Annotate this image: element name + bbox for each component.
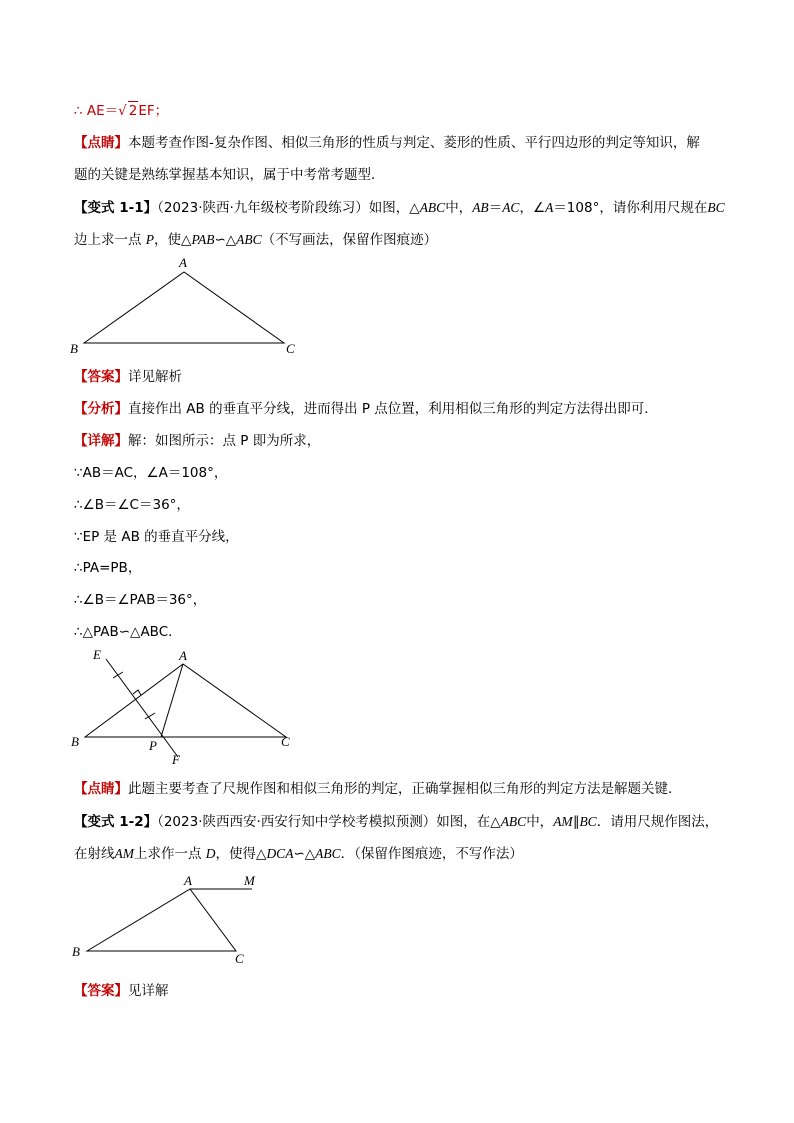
dianjing-2: 【点睛】此题主要考查了尺规作图和相似三角形的判定，正确掌握相似三角形的判定方法是解题关键． [74,781,682,797]
right-angle-mark [133,690,141,695]
step-4: ∴PA=PB， [74,560,142,576]
sqrt-symbol: √ [118,103,127,119]
variant-1-2-line1: 【变式 1-2】（2023·陕西西安·西安行知中学校考模拟预测）如图，在△ABC中，AM∥BC．请用尺规作图法， [74,814,719,830]
step-2: ∴∠B＝∠C＝36°， [74,497,190,513]
dianjing-1: 【点睛】本题考查作图-复杂作图、相似三角形的性质与判定、菱形的性质、平行四边形的判定等知识，解 [74,135,700,151]
label-m: M [244,873,255,888]
triangle-abc-2 [85,664,286,737]
triangle-abc-shape [84,272,284,343]
variant-1-2-line2: 在射线AM上求作一点 D，使得△DCA∽△ABC．（保留作图痕迹，不写作法） [74,846,523,862]
step-3: ∵EP 是 AB 的垂直平分线， [74,529,239,545]
label-a3: A [184,873,192,888]
step-1: ∵AB＝AC，∠A＝108°， [74,465,228,481]
label-a: A [179,255,187,270]
bisector-ef [106,659,178,757]
label-b: B [70,341,78,356]
label-c2: C [281,734,290,749]
dianjing-1-cont: 题的关键是熟练掌握基本知识，属于中考常考题型． [74,167,385,183]
label-c3: C [235,951,244,966]
label-a2: A [179,648,187,663]
step-5: ∴∠B＝∠PAB＝36°， [74,592,207,608]
triangle-abc-3 [87,889,236,951]
label-c: C [286,341,295,356]
label-b2: B [71,734,79,749]
conclusion-line: ∴ AE＝√ 2EF； [74,103,169,119]
step-6: ∴△PAB∽△ABC． [74,624,182,640]
label-e: E [93,647,101,662]
analysis: 【分析】直接作出 AB 的垂直平分线，进而得出 P 点位置，利用相似三角形的判定方法得出即可. [74,401,649,417]
figure-triangle-abc [60,252,320,362]
detail: 【详解】解：如图所示：点 P 即为所求， [74,433,321,449]
answer-1: 【答案】详见解析 [74,369,182,385]
figure-construction [60,643,320,773]
label-b3: B [72,944,80,959]
figure-triangle-am [60,868,280,968]
variant-1-1-line2: 边上求一点 P，使△PAB∽△ABC（不写画法，保留作图痕迹） [74,232,438,248]
label-f: F [172,752,180,767]
answer-2: 【答案】见详解 [74,983,169,999]
variant-1-1-line1: 【变式 1-1】（2023·陕西·九年级校考阶段练习）如图，△ABC中，AB＝AC，∠A＝108°，请你利用尺规在BC [74,200,725,216]
label-p: P [149,738,157,753]
segment-pa [161,664,183,737]
arc-mark-1 [113,672,123,678]
